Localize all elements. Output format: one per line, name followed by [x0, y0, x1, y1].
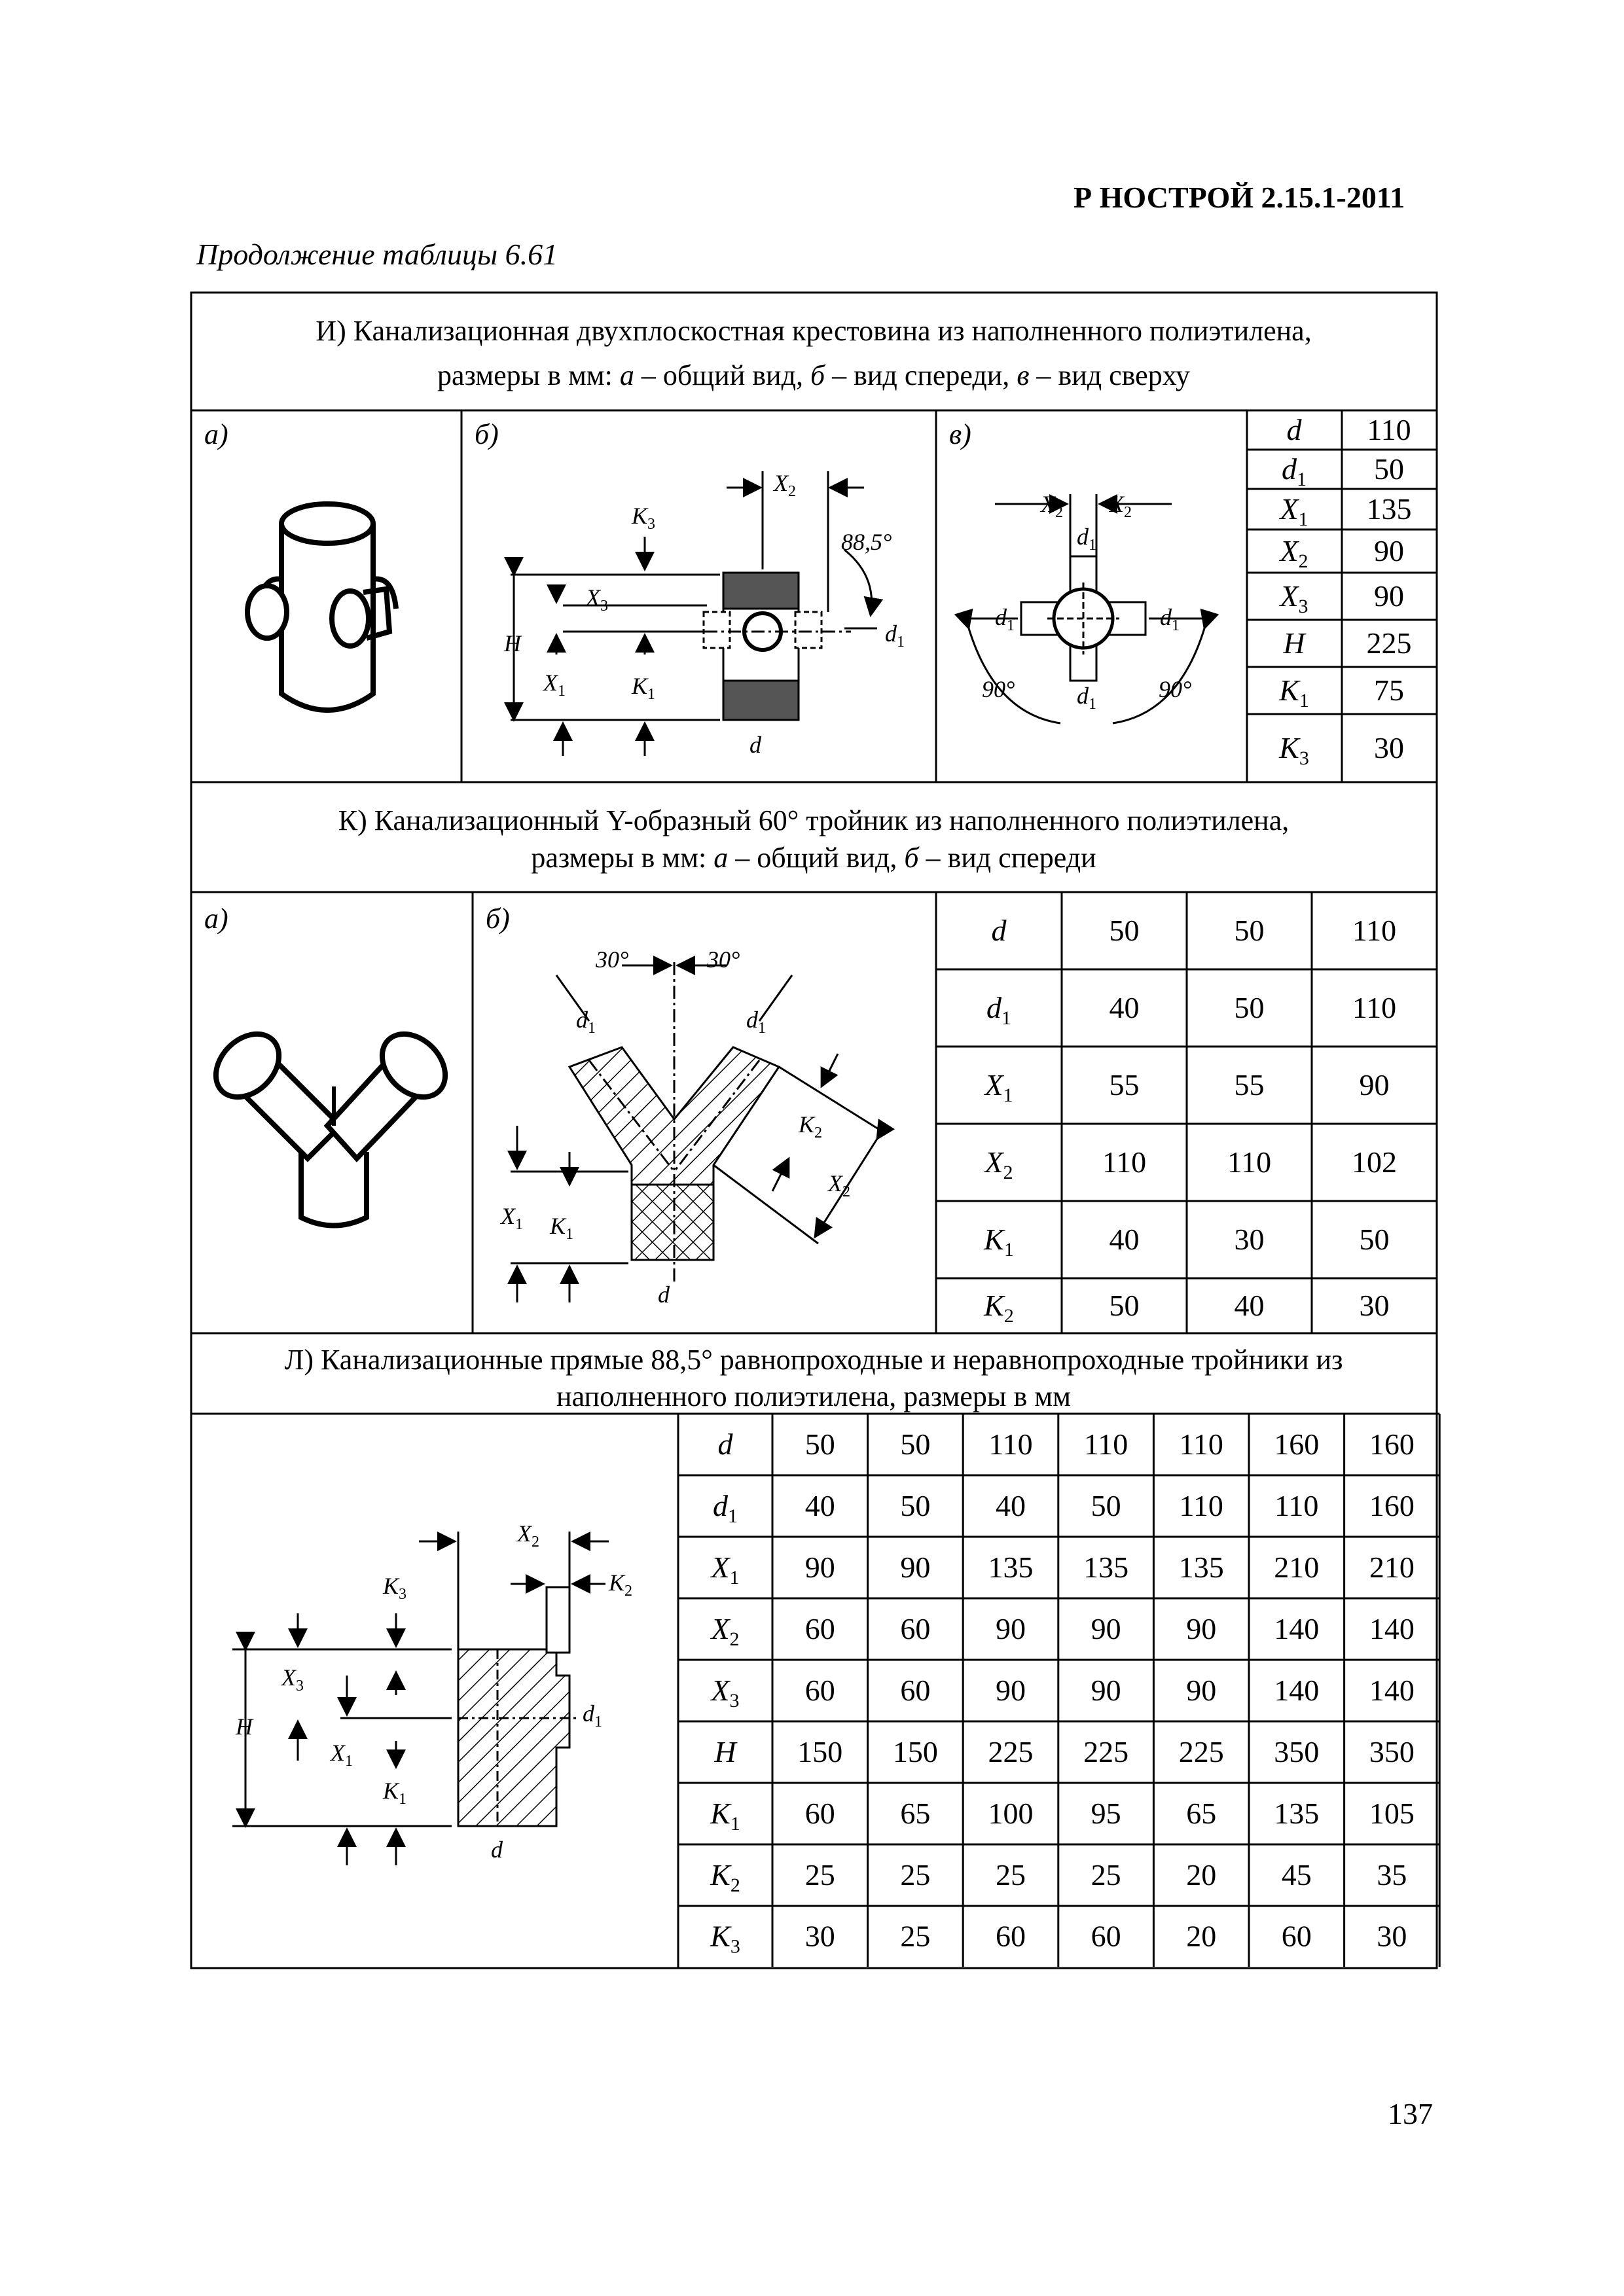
section-l-cell: 25 [804, 1858, 835, 1892]
svg-text:X1: $X_1$ [501, 1203, 523, 1233]
svg-text:d1: $d_1$ [1077, 683, 1096, 713]
section-l-cell: 110 [1274, 1489, 1319, 1522]
section-i-cell: 75 [1374, 673, 1404, 707]
svg-text:X3: $X_3$ [281, 1664, 304, 1695]
section-l-cell: 40 [804, 1489, 835, 1522]
svg-text:X3: $X_3$ [586, 584, 608, 615]
svg-text:d1: $d_1$ [746, 1007, 766, 1037]
section-l-cell: 100 [988, 1797, 1034, 1830]
section-l-cell: 225 [1178, 1735, 1224, 1768]
section-i-cell: 50 [1374, 452, 1404, 486]
section-l-cell: 135 [1274, 1797, 1320, 1830]
section-l-cell: 20 [1186, 1919, 1217, 1953]
section-l-cell: 140 [1274, 1674, 1320, 1707]
svg-text:X2: $X_2$ [1041, 491, 1063, 521]
section-k-cell: 110 [1352, 991, 1397, 1024]
section-k-cell: 40 [1109, 991, 1140, 1024]
y-tee-general-view-drawing [204, 1022, 458, 1226]
section-l-cell: 95 [1091, 1797, 1121, 1830]
svg-text:X2: $X_2$ [1110, 491, 1132, 521]
section-l-cell: 35 [1377, 1858, 1407, 1892]
section-k-cell: 90 [1359, 1068, 1390, 1102]
section-l-cell: 25 [1091, 1858, 1121, 1892]
section-i-title-1: И) Канализационная двухплоскостная крестовина из наполненного полиэтилена, [316, 315, 1312, 347]
section-k-cell: 40 [1234, 1289, 1265, 1322]
section-l-cell: 90 [996, 1612, 1026, 1645]
section-k-cell: 110 [1102, 1145, 1147, 1179]
page-number: 137 [1388, 2097, 1433, 2130]
section-k-cell: 110 [1352, 914, 1397, 947]
svg-text:d: d [749, 732, 761, 758]
section-l-cell: 90 [804, 1551, 835, 1584]
section-l-cell: 60 [804, 1797, 835, 1830]
svg-text:K2: $K_2$ [609, 1570, 633, 1600]
section-i-sym-7: $K_3$ [1279, 731, 1309, 769]
section-i-fig-b-label: б) [475, 418, 499, 450]
section-l-cell: 90 [996, 1674, 1026, 1707]
section-k-cell: 50 [1109, 914, 1140, 947]
svg-text:H: H [236, 1713, 253, 1740]
section-k-cell: 55 [1109, 1068, 1140, 1102]
cross-front-view-drawing [511, 471, 877, 756]
section-i-cell: 90 [1374, 534, 1404, 567]
section-l-cell: 25 [996, 1858, 1026, 1892]
svg-text:d: d [658, 1282, 670, 1308]
section-l-cell: 60 [804, 1612, 835, 1645]
svg-text:90°: 90° [1159, 676, 1192, 702]
section-l-cell: 225 [988, 1735, 1034, 1768]
section-i-fig-a-label: а) [204, 418, 228, 450]
section-l-sym-2: $X_1$ [711, 1551, 740, 1588]
svg-text:d1: $d_1$ [576, 1007, 596, 1037]
section-i-header [316, 315, 1311, 391]
section-l-sym-6: $K_1$ [710, 1797, 740, 1835]
section-k-param-table [936, 892, 1437, 1333]
section-k-sym-2: $X_1$ [984, 1068, 1013, 1106]
section-i-sym-0: d [1286, 413, 1302, 446]
section-l-cell: 20 [1186, 1858, 1217, 1892]
section-l-cell: 30 [804, 1919, 835, 1953]
section-l-cell: 50 [900, 1427, 931, 1461]
section-i-title-2: размеры в мм: а – общий вид, б – вид спереди, в – вид сверху [437, 359, 1191, 391]
section-i-sym-1: $d_1$ [1282, 452, 1307, 490]
svg-text:X1: $X_1$ [331, 1740, 353, 1770]
document-code: Р НОСТРОЙ 2.15.1-2011 [1074, 181, 1405, 214]
section-l-cell: 135 [1178, 1551, 1224, 1584]
section-l-cell: 90 [1091, 1674, 1121, 1707]
section-l-cell: 350 [1369, 1735, 1415, 1768]
section-l-cell: 90 [1186, 1674, 1217, 1707]
section-k-sym-5: $K_2$ [984, 1289, 1014, 1327]
section-l-cell: 135 [988, 1551, 1034, 1584]
section-l-header [285, 1344, 1343, 1412]
straight-tee-labels [235, 1520, 632, 1863]
section-l-sym-5: H [714, 1735, 736, 1768]
section-l-cell: 110 [1179, 1427, 1223, 1461]
section-i-sym-5: H [1283, 626, 1305, 660]
svg-text:d1: $d_1$ [995, 604, 1015, 634]
svg-text:X2: $X_2$ [828, 1170, 850, 1200]
cross-general-view-drawing [247, 504, 396, 710]
section-i-cell: 225 [1366, 626, 1412, 660]
section-l-sym-7: $K_2$ [710, 1858, 740, 1896]
table-continuation-caption: Продолжение таблицы 6.61 [196, 238, 558, 271]
section-l-param-table [678, 1414, 1439, 1967]
svg-text:X2: $X_2$ [517, 1520, 539, 1551]
svg-text:d: d [491, 1837, 503, 1863]
section-l-cell: 60 [900, 1674, 931, 1707]
section-l-cell: 210 [1274, 1551, 1320, 1584]
section-l-cell: 90 [1186, 1612, 1217, 1645]
section-k-title-2: размеры в мм: а – общий вид, б – вид спереди [531, 842, 1096, 874]
section-k-sym-1: $d_1$ [986, 991, 1011, 1029]
section-l-sym-4: $X_3$ [711, 1674, 740, 1712]
section-l-cell: 110 [1083, 1427, 1128, 1461]
section-k-cell: 110 [1227, 1145, 1272, 1179]
section-k-cell: 30 [1359, 1289, 1390, 1322]
section-l-cell: 105 [1369, 1797, 1415, 1830]
section-l-cell: 65 [1186, 1797, 1217, 1830]
svg-text:K3: $K_3$ [383, 1573, 407, 1603]
section-i-sym-4: $X_3$ [1280, 579, 1308, 617]
section-k-cell: 50 [1234, 914, 1265, 947]
section-l-cell: 25 [900, 1919, 931, 1953]
section-l-cell: 160 [1369, 1427, 1415, 1461]
section-l-cell: 110 [1179, 1489, 1223, 1522]
svg-text:H: H [504, 630, 521, 656]
svg-text:d1: $d_1$ [1077, 524, 1096, 554]
section-l-cell: 140 [1369, 1674, 1415, 1707]
svg-text:K1: $K_1$ [550, 1213, 574, 1243]
section-l-cell: 45 [1281, 1858, 1312, 1892]
section-k-cell: 30 [1234, 1223, 1265, 1256]
section-k-header [338, 804, 1290, 874]
section-i-sym-6: $K_1$ [1279, 673, 1309, 711]
section-l-cell: 60 [1281, 1919, 1312, 1953]
section-l-cell: 150 [892, 1735, 938, 1768]
section-i-cell: 110 [1367, 413, 1411, 446]
section-l-sym-0: d [717, 1427, 733, 1461]
section-k-cell: 55 [1234, 1068, 1265, 1102]
section-k-cell: 40 [1109, 1223, 1140, 1256]
svg-text:X2: $X_2$ [774, 470, 796, 500]
svg-text:K1: $K_1$ [383, 1778, 407, 1808]
svg-text:K2: $K_2$ [799, 1111, 823, 1141]
section-l-cell: 90 [900, 1551, 931, 1584]
section-k-cell: 50 [1234, 991, 1265, 1024]
section-i-sym-2: $X_1$ [1280, 492, 1308, 530]
section-l-title-2: наполненного полиэтилена, размеры в мм [556, 1380, 1071, 1412]
svg-text:X1: $X_1$ [543, 670, 566, 700]
straight-tee-drawing [232, 1532, 609, 1865]
section-l-cell: 50 [900, 1489, 931, 1522]
section-l-cell: 210 [1369, 1551, 1415, 1584]
section-l-title-1: Л) Канализационные прямые 88,5° равнопроходные и неравнопроходные тройники из [284, 1344, 1343, 1376]
svg-text:88,5°: 88,5° [841, 529, 892, 555]
section-k-cell: 50 [1359, 1223, 1390, 1256]
section-k-fig-a-label: а) [204, 903, 228, 935]
section-l-sym-3: $X_2$ [711, 1612, 740, 1650]
section-i-cell: 135 [1366, 492, 1412, 526]
section-l-cell: 150 [797, 1735, 843, 1768]
section-i-sym-3: $X_2$ [1280, 534, 1308, 572]
section-k-sym-3: $X_2$ [984, 1145, 1013, 1183]
svg-text:K3: $K_3$ [632, 503, 656, 533]
section-l-cell: 60 [804, 1674, 835, 1707]
section-k-title-1: К) Канализационный Y-образный 60° тройник из наполненного полиэтилена, [338, 804, 1290, 836]
section-l-sym-1: $d_1$ [713, 1489, 738, 1527]
section-l-cell: 40 [996, 1489, 1026, 1522]
section-l-cell: 135 [1083, 1551, 1129, 1584]
section-k-cell: 50 [1109, 1289, 1140, 1322]
section-l-cell: 350 [1274, 1735, 1320, 1768]
section-k-fig-b-label: б) [486, 903, 510, 935]
svg-text:K1: $K_1$ [632, 673, 656, 703]
section-l-cell: 225 [1083, 1735, 1129, 1768]
section-l-cell: 90 [1091, 1612, 1121, 1645]
section-l-cell: 160 [1274, 1427, 1320, 1461]
section-i-cell: 30 [1374, 731, 1404, 764]
section-l-cell: 50 [804, 1427, 835, 1461]
section-l-cell: 140 [1274, 1612, 1320, 1645]
section-i-fig-v-label: в) [949, 418, 971, 450]
section-l-cell: 160 [1369, 1489, 1415, 1522]
section-k-sym-4: $K_1$ [984, 1223, 1014, 1261]
svg-text:30°: 30° [596, 946, 629, 973]
section-l-cell: 60 [996, 1919, 1026, 1953]
section-l-cell: 110 [988, 1427, 1033, 1461]
svg-text:d1: $d_1$ [583, 1700, 602, 1731]
section-l-sym-8: $K_3$ [710, 1919, 740, 1958]
section-l-cell: 50 [1091, 1489, 1121, 1522]
svg-text:d1: $d_1$ [1160, 604, 1180, 634]
section-k-cell: 102 [1352, 1145, 1397, 1179]
section-l-cell: 60 [1091, 1919, 1121, 1953]
section-l-cell: 30 [1377, 1919, 1407, 1953]
section-l-cell: 65 [900, 1797, 931, 1830]
svg-text:d1: $d_1$ [885, 620, 905, 651]
svg-text:90°: 90° [982, 676, 1015, 702]
y-tee-front-view-drawing [511, 962, 884, 1302]
section-i-cell: 90 [1374, 579, 1404, 613]
section-l-cell: 60 [900, 1612, 931, 1645]
section-l-cell: 140 [1369, 1612, 1415, 1645]
section-l-cell: 25 [900, 1858, 931, 1892]
svg-text:30°: 30° [707, 946, 740, 973]
section-k-sym-0: d [991, 914, 1007, 947]
